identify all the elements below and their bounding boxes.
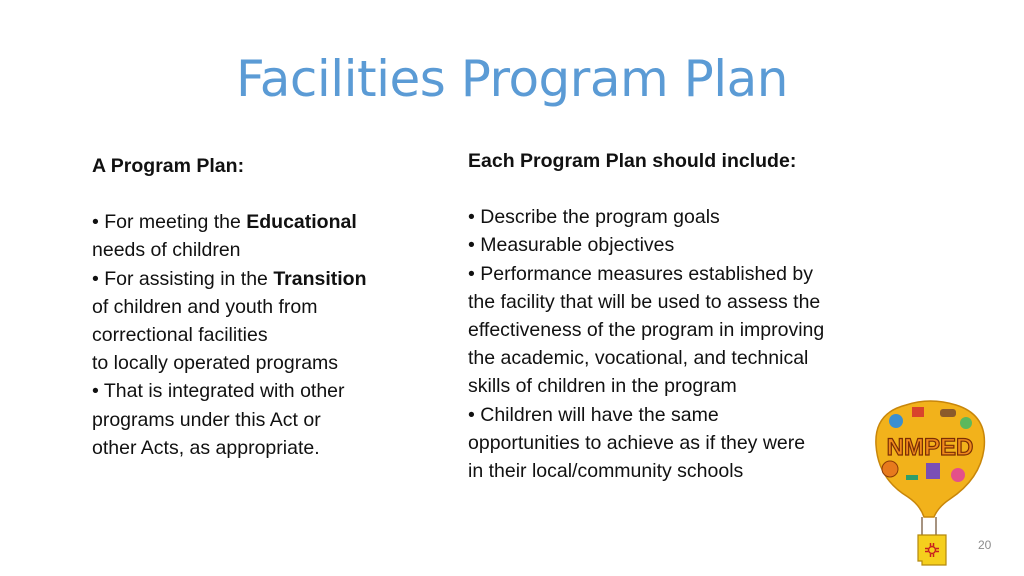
instrument-icon <box>940 409 956 417</box>
book-icon <box>912 407 924 417</box>
right-heading: Each Program Plan should include: <box>468 150 797 172</box>
left-line-1 <box>92 208 422 236</box>
palette-icon <box>951 468 965 482</box>
right-line-5: effectiveness of the program in improving <box>468 319 825 342</box>
left-line-6: to locally operated programs <box>92 352 339 375</box>
nmped-balloon-logo <box>866 393 994 568</box>
left-line-4: of children and youth from <box>92 295 318 318</box>
music-icon <box>926 463 940 479</box>
left-line-1-bold: Educational <box>246 211 357 234</box>
left-line-8: programs under this Act or <box>92 408 321 431</box>
left-line-2: needs of children <box>92 239 241 262</box>
right-line-1: • Describe the program goals <box>468 206 720 229</box>
right-line-4: the facility that will be used to assess the <box>468 290 821 313</box>
logo-text: NMPED <box>886 434 974 461</box>
right-line-8: • Children will have the same <box>468 403 719 426</box>
right-line-3: • Performance measures established by <box>468 262 813 285</box>
pencil-icon <box>906 475 918 480</box>
right-column <box>468 147 888 485</box>
left-line-3-bold: Transition <box>273 267 367 290</box>
left-line-9: other Acts, as appropriate. <box>92 436 320 459</box>
basketball-icon <box>882 461 898 477</box>
left-spacer <box>92 180 422 208</box>
page-number: 20 <box>978 538 992 552</box>
right-spacer <box>468 175 888 203</box>
left-line-3 <box>92 265 422 293</box>
globe-icon <box>889 414 903 428</box>
right-line-2: • Measurable objectives <box>468 234 675 257</box>
right-line-6: the academic, vocational, and technical <box>468 347 809 370</box>
left-line-3-text: • For assisting in the <box>92 267 274 290</box>
right-line-7: skills of children in the program <box>468 375 737 398</box>
left-line-5: correctional facilities <box>92 324 268 347</box>
left-heading: A Program Plan: <box>92 155 245 177</box>
left-column <box>92 152 422 462</box>
left-line-1-text: • For meeting the <box>92 211 247 234</box>
right-line-9: opportunities to achieve as if they were <box>468 431 806 454</box>
planet-icon <box>960 417 972 429</box>
right-line-10: in their local/community schools <box>468 460 744 483</box>
new-mexico-basket <box>918 535 946 565</box>
slide-title: Facilities Program Plan <box>236 50 788 108</box>
left-line-7: • That is integrated with other <box>92 380 345 403</box>
